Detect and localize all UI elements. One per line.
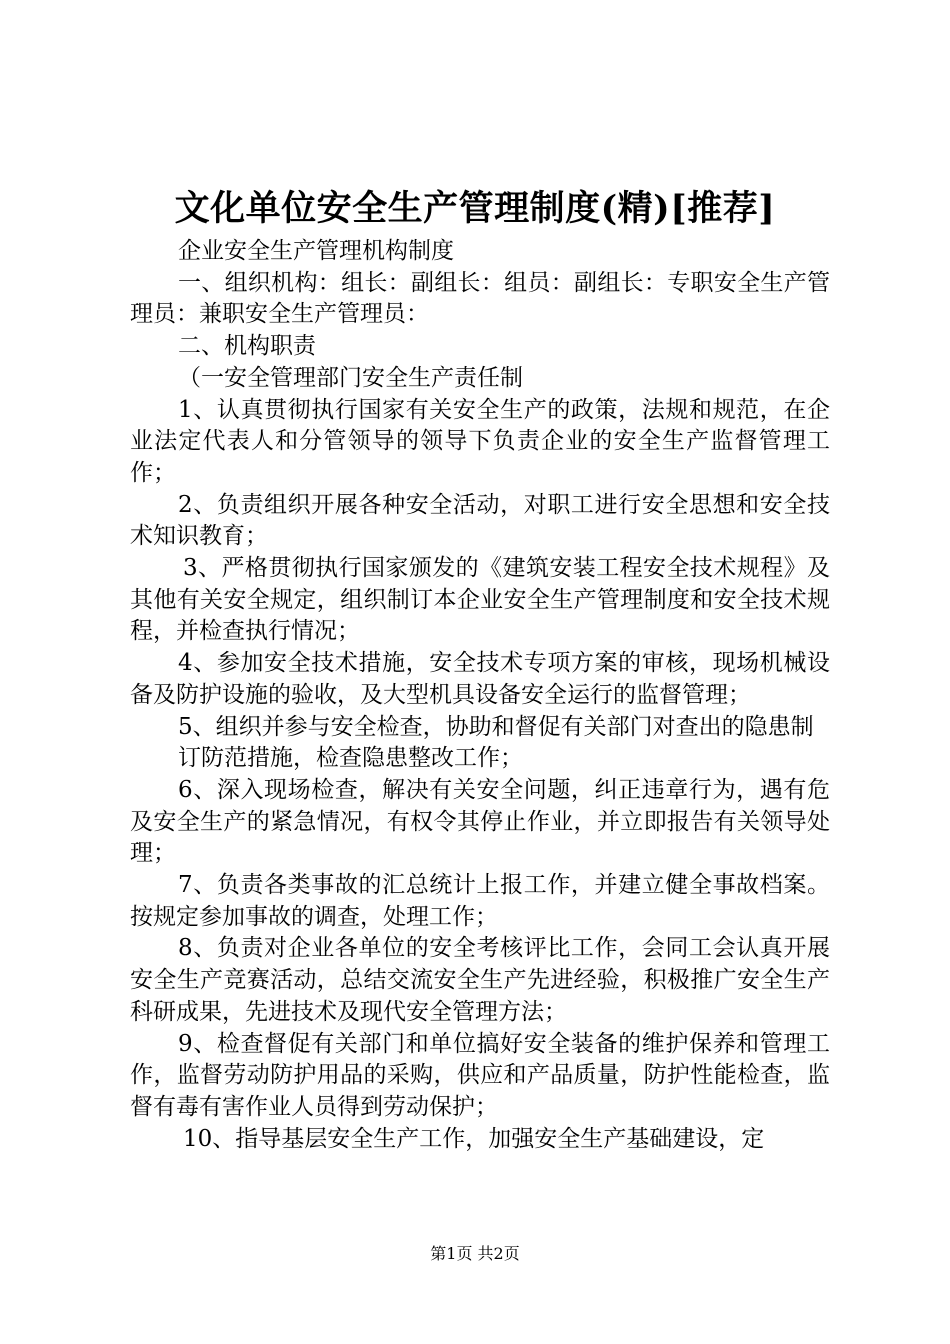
paragraph-item-6: 6、深入现场检查，解决有关安全问题，纠正违章行为，遇有危及安全生产的紧急情况，有权令其停止作业，并立即报告有关领导处理； [130,776,830,867]
paragraph-heading: 企业安全生产管理机构制度 [178,238,454,264]
paragraph-item-7: 7、负责各类事故的汇总统计上报工作，并建立健全事故档案。按规定参加事故的调查，处理工作； [130,872,830,930]
page-footer: 第1页 共2页 [430,1244,520,1263]
paragraph-item-5: 5、组织并参与安全检查，协助和督促有关部门对查出的隐患制 [178,713,814,740]
document-body [130,236,830,1155]
paragraph-section-heading: 二、机构职责 [178,333,316,360]
document-title: 文化单位安全生产管理制度(精)[推荐] [174,188,776,229]
paragraph-item-10: 10、指导基层安全生产工作，加强安全生产基础建设，定 [183,1125,765,1152]
paragraph-item-9: 9、检查督促有关部门和单位搞好安全装备的维护保养和管理工作，监督劳动防护用品的采购，供应和产品质量，防护性能检查，监督有毒有害作业人员得到劳动保护； [130,1030,830,1120]
paragraph-item-2: 2、负责组织开展各种安全活动，对职工进行安全思想和安全技术知识教育； [130,491,830,550]
paragraph-item-5-continued: 订防范措施，检查隐患整改工作； [178,745,523,772]
paragraph-item-3: 3、严格贯彻执行国家颁发的《建筑安装工程安全技术规程》及其他有关安全规定，组织制订本企业安全生产管理制度和安全技术规程，并检查执行情况； [130,555,830,645]
paragraph-organization: 一、组织机构：组长：副组长：组员：副组长：专职安全生产管理员：兼职安全生产管理员： [130,269,830,328]
paragraph-item-1: 1、认真贯彻执行国家有关安全生产的政策，法规和规范，在企业法定代表人和分管领导的领导下负责企业的安全生产监督管理工作； [130,396,830,486]
paragraph-item-4: 4、参加安全技术措施，安全技术专项方案的审核，现场机械设备及防护设施的验收，及大型机具设备安全运行的监督管理； [130,650,830,708]
paragraph-item-8: 8、负责对企业各单位的安全考核评比工作，会同工会认真开展安全生产竞赛活动，总结交流安全生产先进经验，积极推广安全生产科研成果，先进技术及现代安全管理方法； [130,935,830,1025]
paragraph-subsection-heading: （一安全管理部门安全生产责任制 [178,364,523,391]
